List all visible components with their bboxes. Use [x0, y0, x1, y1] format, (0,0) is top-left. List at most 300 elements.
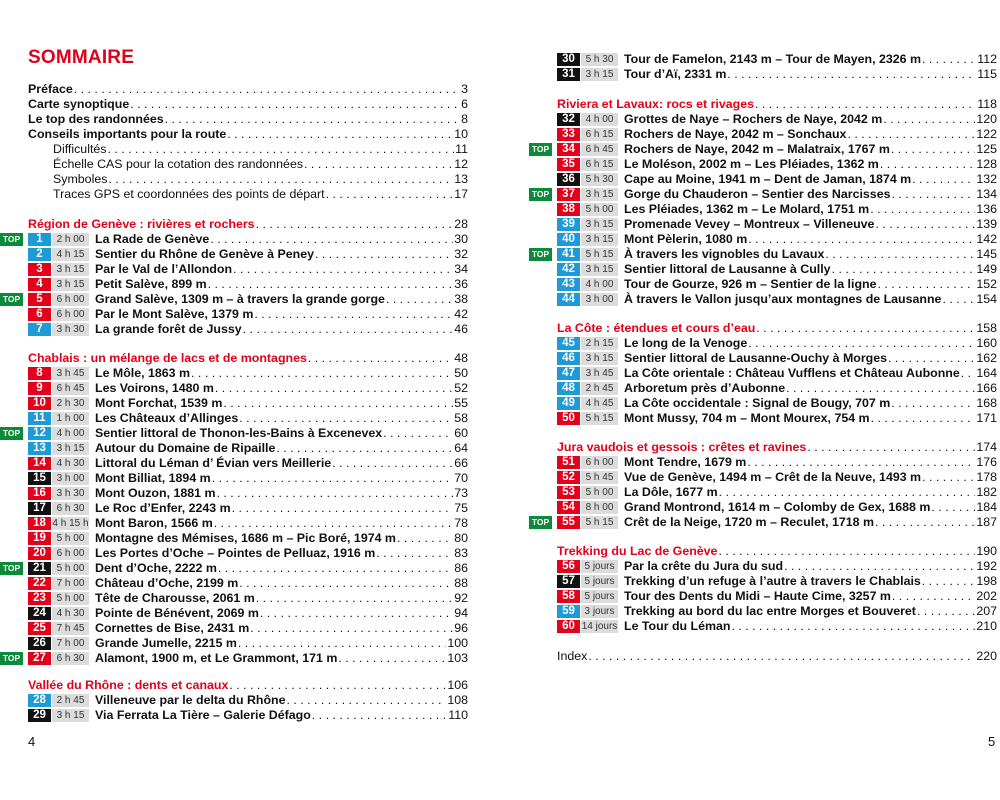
hike-entry[interactable] — [557, 574, 997, 589]
hike-page: 142 — [976, 232, 997, 246]
route-number-badge: 19 — [28, 532, 51, 545]
hike-page: 64 — [454, 441, 468, 455]
hike-title: Sentier littoral de Lausanne-Ouchy à Morges — [624, 351, 888, 365]
hike-entry[interactable] — [557, 157, 997, 172]
route-number-badge: 8 — [28, 367, 51, 380]
hike-entry[interactable] — [28, 277, 468, 292]
hike-title: Trekking au bord du lac entre Morges et Bouveret — [624, 604, 916, 618]
leader-dots — [165, 112, 460, 127]
hike-title: Mont Pèlerin, 1080 m — [624, 232, 748, 246]
hike-page: 176 — [976, 455, 997, 469]
index-entry[interactable] — [557, 649, 997, 664]
hike-entry[interactable] — [557, 262, 997, 277]
toc-entry[interactable] — [28, 142, 468, 157]
hike-page: 115 — [977, 67, 997, 81]
hike-entry[interactable] — [557, 202, 997, 217]
hike-entry[interactable] — [28, 381, 468, 396]
hike-title: Sentier littoral de Lausanne à Cully — [624, 262, 831, 276]
hike-page: 145 — [976, 247, 997, 261]
entry-page: 12 — [454, 157, 468, 171]
hike-page: 149 — [976, 262, 997, 276]
leader-dots — [891, 142, 975, 157]
hike-page: 86 — [454, 561, 468, 575]
hike-entry[interactable] — [2, 292, 468, 307]
leader-dots — [212, 471, 454, 486]
route-number-badge: 39 — [557, 218, 580, 231]
route-number-badge: 24 — [28, 607, 51, 620]
hike-entry[interactable] — [28, 471, 468, 486]
hike-page: 202 — [976, 589, 997, 603]
duration-badge: 5 h 15 — [581, 248, 618, 261]
toc-entry[interactable] — [28, 157, 468, 172]
leader-dots — [223, 396, 453, 411]
leader-dots — [912, 172, 975, 187]
duration-badge: 5 h 30 — [581, 53, 618, 66]
hike-title: Mont Tendre, 1679 m — [624, 455, 747, 469]
leader-dots — [888, 351, 975, 366]
duration-badge: 3 h 45 — [581, 367, 618, 380]
leader-dots — [312, 708, 447, 723]
hike-entry[interactable] — [557, 366, 997, 381]
hike-entry[interactable] — [28, 456, 468, 471]
route-number-badge: 5 — [28, 293, 51, 306]
route-number-badge: 22 — [28, 577, 51, 590]
toc-entry[interactable] — [28, 172, 468, 187]
hike-entry[interactable] — [557, 589, 997, 604]
entry-title: Conseils importants pour la route — [28, 127, 227, 141]
hike-entry[interactable] — [557, 277, 997, 292]
hike-page: 75 — [454, 501, 468, 515]
route-number-badge: 54 — [557, 501, 580, 514]
hike-entry[interactable] — [557, 67, 997, 82]
top-badge: TOP — [529, 188, 552, 201]
hike-entry[interactable] — [557, 217, 997, 232]
hike-page: 60 — [454, 426, 468, 440]
front-matter — [28, 82, 468, 202]
route-number-badge: 47 — [557, 367, 580, 380]
hike-title: Les Portes d’Oche – Pointes de Pelluaz, 1916 m — [95, 546, 376, 560]
route-number-badge: 2 — [28, 248, 51, 261]
route-number-badge: 30 — [557, 53, 580, 66]
duration-badge: 3 h 15 — [581, 218, 618, 231]
hike-entry[interactable] — [28, 693, 468, 708]
hike-title: Le Moléson, 2002 m – Les Pléiades, 1362 m — [624, 157, 879, 171]
hike-entry[interactable] — [557, 500, 997, 515]
hike-entry[interactable] — [557, 455, 997, 470]
leader-dots — [218, 561, 453, 576]
hike-entry[interactable] — [28, 262, 468, 277]
hike-entry[interactable] — [557, 112, 997, 127]
hike-title: Grand Salève, 1309 m – à travers la grande gorge — [95, 292, 385, 306]
route-number-badge: 60 — [557, 620, 580, 633]
leader-dots — [961, 366, 976, 381]
route-number-badge: 23 — [28, 592, 51, 605]
section-heading[interactable] — [28, 351, 468, 366]
route-number-badge: 1 — [28, 233, 51, 246]
leader-dots — [338, 651, 446, 666]
duration-badge: 6 h 00 — [581, 456, 618, 469]
entry-title: Le top des randonnées — [28, 112, 164, 126]
route-number-badge: 35 — [557, 158, 580, 171]
duration-badge: 4 h 15 h — [52, 518, 89, 529]
toc-entry[interactable] — [28, 82, 468, 97]
hike-entry[interactable] — [28, 576, 468, 591]
hike-page: 58 — [454, 411, 468, 425]
duration-badge: 5 h 00 — [52, 562, 89, 575]
hike-page: 108 — [447, 693, 468, 707]
duration-badge: 6 h 00 — [52, 547, 89, 560]
hike-page: 73 — [454, 486, 468, 500]
hike-title: Littoral du Léman d’ Évian vers Meillerie — [95, 456, 332, 470]
hike-entry[interactable] — [557, 470, 997, 485]
section-heading[interactable] — [557, 544, 997, 559]
hike-entry[interactable] — [28, 531, 468, 546]
leader-dots — [807, 440, 975, 455]
duration-badge: 3 h 15 — [52, 263, 89, 276]
leader-dots — [326, 187, 454, 202]
hike-entry[interactable] — [2, 426, 468, 441]
hike-title: Trekking d’un refuge à l’autre à travers le Chablais — [624, 574, 921, 588]
duration-badge: 3 h 45 — [52, 367, 89, 380]
top-badge: TOP — [0, 427, 23, 440]
hike-page: 30 — [454, 232, 468, 246]
duration-badge: 6 h 30 — [52, 652, 89, 665]
route-number-badge: 49 — [557, 397, 580, 410]
leader-dots — [130, 97, 460, 112]
hike-page: 46 — [454, 322, 468, 336]
hike-entry[interactable] — [557, 559, 997, 574]
leader-dots — [891, 396, 975, 411]
leader-dots — [304, 157, 453, 172]
hike-entry[interactable] — [557, 336, 997, 351]
duration-badge: 2 h 45 — [581, 382, 618, 395]
hike-entry[interactable] — [557, 396, 997, 411]
hike-title: Pointe de Bénévent, 2069 m — [95, 606, 259, 620]
entry-title: Préface — [28, 82, 73, 96]
right-page — [531, 0, 997, 800]
duration-badge: 5 jours — [581, 590, 618, 603]
hike-entry[interactable] — [557, 172, 997, 187]
hike-title: Le Môle, 1863 m — [95, 366, 191, 380]
section-heading[interactable] — [28, 678, 468, 693]
route-number-badge: 42 — [557, 263, 580, 276]
hike-entry[interactable] — [28, 322, 468, 337]
duration-badge: 4 h 30 — [52, 607, 89, 620]
route-number-badge: 37 — [557, 188, 580, 201]
hike-title: Grande Jumelle, 2215 m — [95, 636, 237, 650]
hike-entry[interactable] — [557, 52, 997, 67]
hike-entry[interactable] — [28, 501, 468, 516]
section-jura — [531, 440, 997, 530]
hike-entry[interactable] — [2, 561, 468, 576]
leader-dots — [250, 621, 453, 636]
top-badge: TOP — [529, 516, 552, 529]
route-number-badge: 59 — [557, 605, 580, 618]
hike-entry[interactable] — [28, 486, 468, 501]
section-la-cote — [557, 321, 997, 426]
hike-title: La Côte occidentale : Signal de Bougy, 707 m — [624, 396, 891, 410]
hike-page: 110 — [448, 708, 468, 722]
duration-badge: 3 h 15 — [52, 278, 89, 291]
route-number-badge: 10 — [28, 397, 51, 410]
entry-page: 3 — [461, 82, 468, 96]
hike-title: Autour du Domaine de Ripaille — [95, 441, 276, 455]
duration-badge: 2 h 45 — [52, 694, 89, 707]
hike-entry[interactable] — [28, 307, 468, 322]
hike-entry[interactable] — [28, 247, 468, 262]
hike-entry[interactable] — [28, 516, 468, 531]
route-number-badge: 3 — [28, 263, 51, 276]
index-entry-block — [557, 649, 997, 664]
leader-dots — [786, 381, 975, 396]
hike-entry[interactable] — [557, 485, 997, 500]
route-number-badge: 57 — [557, 575, 580, 588]
hike-page: 42 — [454, 307, 468, 321]
leader-dots — [332, 456, 453, 471]
hike-page: 198 — [976, 574, 997, 588]
duration-badge: 3 h 15 — [52, 442, 89, 455]
leader-dots — [871, 411, 976, 426]
section-vallee-rhone — [28, 678, 468, 723]
leader-dots — [376, 546, 453, 561]
duration-badge: 14 jours — [581, 621, 618, 632]
hike-title: Arboretum près d’Aubonne — [624, 381, 786, 395]
hike-page: 164 — [976, 366, 997, 380]
top-badge: TOP — [0, 293, 23, 306]
hike-entry[interactable] — [557, 232, 997, 247]
hike-title: Les Pléiades, 1362 m – Le Molard, 1751 m — [624, 202, 870, 216]
route-number-badge: 46 — [557, 352, 580, 365]
route-number-badge: 18 — [28, 517, 51, 530]
hike-title: Tour de Gourze, 926 m – Sentier de la ligne — [624, 277, 877, 291]
section-title: Riviera et Lavaux: rocs et rivages — [557, 97, 754, 111]
hike-entry[interactable] — [2, 651, 468, 666]
route-number-badge: 58 — [557, 590, 580, 603]
leader-dots — [756, 321, 975, 336]
duration-badge: 2 h 30 — [52, 397, 89, 410]
hike-page: 171 — [976, 411, 997, 425]
section-page: 174 — [976, 440, 997, 454]
leader-dots — [276, 441, 453, 456]
hike-page: 66 — [454, 456, 468, 470]
leader-dots — [825, 247, 975, 262]
hike-page: 70 — [454, 471, 468, 485]
leader-dots — [747, 455, 975, 470]
hike-page: 210 — [976, 619, 997, 633]
duration-badge: 1 h 00 — [52, 412, 89, 425]
route-number-badge: 48 — [557, 382, 580, 395]
entry-title: Traces GPS et coordonnées des points de départ — [53, 187, 325, 201]
hike-page: 122 — [976, 127, 997, 141]
hike-title: Alamont, 1900 m, et Le Grammont, 171 m — [95, 651, 338, 665]
hike-entry[interactable] — [531, 187, 997, 202]
entry-page: 11 — [455, 142, 468, 156]
hike-entry[interactable] — [557, 411, 997, 426]
hike-title: La Rade de Genève — [95, 232, 210, 246]
duration-badge: 3 h 30 — [52, 323, 89, 336]
entry-title: Carte synoptique — [28, 97, 130, 111]
leader-dots — [232, 501, 454, 516]
route-number-badge: 17 — [28, 502, 51, 515]
hike-entry[interactable] — [557, 127, 997, 142]
section-heading[interactable] — [557, 97, 997, 112]
route-number-badge: 51 — [557, 456, 580, 469]
leader-dots — [718, 544, 975, 559]
duration-badge: 3 h 15 — [52, 709, 89, 722]
route-number-badge: 15 — [28, 472, 51, 485]
duration-badge: 5 jours — [581, 560, 618, 573]
section-heading[interactable] — [28, 217, 468, 232]
hike-entry[interactable] — [28, 591, 468, 606]
toc-entry[interactable] — [28, 127, 468, 142]
leader-dots — [208, 277, 454, 292]
hike-title: Grand Montrond, 1614 m – Colomby de Gex, 1688 m — [624, 500, 931, 514]
duration-badge: 5 h 30 — [581, 173, 618, 186]
hike-entry[interactable] — [28, 606, 468, 621]
hike-title: Rochers de Naye, 2042 m – Sonchaux — [624, 127, 847, 141]
hike-title: Montagne des Mémises, 1686 m – Pic Boré, 1974 m — [95, 531, 396, 545]
hike-entry[interactable] — [557, 604, 997, 619]
leader-dots — [238, 636, 446, 651]
toc-entry[interactable] — [28, 112, 468, 127]
hike-entry[interactable] — [28, 621, 468, 636]
entry-page: 13 — [454, 172, 468, 186]
top-badge: TOP — [529, 143, 552, 156]
hike-title: Cornettes de Bise, 2431 m — [95, 621, 250, 635]
hike-page: 80 — [454, 531, 468, 545]
hike-title: Gorge du Chauderon – Sentier des Narcisses — [624, 187, 891, 201]
entry-title: Difficultés — [53, 142, 107, 156]
leader-dots — [755, 97, 976, 112]
duration-badge: 3 h 15 — [581, 352, 618, 365]
leader-dots — [239, 576, 453, 591]
hike-title: Rochers de Naye, 2042 m – Malatraix, 1767 m — [624, 142, 890, 156]
hike-page: 162 — [976, 351, 997, 365]
toc-entry[interactable] — [28, 187, 468, 202]
route-number-badge: 36 — [557, 173, 580, 186]
hike-page: 136 — [976, 202, 997, 216]
hike-title: La grande forêt de Jussy — [95, 322, 242, 336]
hike-page: 128 — [976, 157, 997, 171]
hike-entry[interactable] — [531, 142, 997, 157]
hike-entry[interactable] — [2, 232, 468, 247]
route-number-badge: 13 — [28, 442, 51, 455]
hike-entry[interactable] — [531, 247, 997, 262]
route-number-badge: 26 — [28, 637, 51, 650]
hike-title: Cape au Moine, 1941 m – Dent de Jaman, 1874 m — [624, 172, 912, 186]
route-number-badge: 33 — [557, 128, 580, 141]
leader-dots — [748, 336, 975, 351]
hike-entry[interactable] — [557, 619, 997, 634]
duration-badge: 6 h 15 — [581, 158, 618, 171]
hike-title: Tour des Dents du Midi – Haute Cime, 3257 m — [624, 589, 891, 603]
hike-title: Petit Salève, 899 m — [95, 277, 207, 291]
hike-page: 38 — [454, 292, 468, 306]
hike-title: Par le Val de l’Allondon — [95, 262, 233, 276]
leader-dots — [191, 366, 453, 381]
leader-dots — [239, 411, 453, 426]
duration-badge: 5 h 15 — [581, 516, 618, 529]
leader-dots — [256, 217, 454, 232]
hike-entry[interactable] — [28, 396, 468, 411]
hike-entry[interactable] — [28, 708, 468, 723]
route-number-badge: 56 — [557, 560, 580, 573]
hike-entry[interactable] — [28, 636, 468, 651]
hike-title: Promenade Vevey – Montreux – Villeneuve — [624, 217, 875, 231]
hike-entry[interactable] — [28, 411, 468, 426]
hike-title: Par le Mont Salève, 1379 m — [95, 307, 254, 321]
route-number-badge: 11 — [28, 412, 51, 425]
hike-title: Le Roc d’Enfer, 2243 m — [95, 501, 231, 515]
hike-title: Par la crête du Jura du sud — [624, 559, 784, 573]
hike-page: 178 — [976, 470, 997, 484]
hike-title: Vue de Genève, 1494 m – Crêt de la Neuve, 1493 m — [624, 470, 922, 484]
section-heading[interactable] — [557, 440, 997, 455]
hike-entry[interactable] — [557, 292, 997, 307]
route-number-badge: 31 — [557, 68, 580, 81]
hike-entry[interactable] — [531, 515, 997, 530]
route-number-badge: 9 — [28, 382, 51, 395]
hike-page: 96 — [454, 621, 468, 635]
duration-badge: 5 h 15 — [581, 412, 618, 425]
hike-page: 52 — [454, 381, 468, 395]
duration-badge: 7 h 00 — [52, 637, 89, 650]
route-number-badge: 16 — [28, 487, 51, 500]
hike-entry[interactable] — [557, 351, 997, 366]
hike-entry[interactable] — [28, 366, 468, 381]
hike-page: 139 — [976, 217, 997, 231]
hike-page: 50 — [454, 366, 468, 380]
hike-page: 112 — [977, 52, 997, 66]
section-title: Chablais : un mélange de lacs et de montagnes — [28, 351, 307, 365]
leader-dots — [74, 82, 460, 97]
hike-title: Mont Mussy, 704 m – Mont Mourex, 754 m — [624, 411, 870, 425]
hike-entry[interactable] — [28, 546, 468, 561]
top-badge: TOP — [529, 248, 552, 261]
route-number-badge: 40 — [557, 233, 580, 246]
hike-entry[interactable] — [28, 441, 468, 456]
duration-badge: 5 jours — [581, 575, 618, 588]
hike-title: Mont Ouzon, 1881 m — [95, 486, 216, 500]
entry-page: 10 — [454, 127, 468, 141]
route-number-badge: 53 — [557, 486, 580, 499]
top-badge: TOP — [0, 233, 23, 246]
leader-dots — [383, 426, 453, 441]
hike-title: Via Ferrata La Tière – Galerie Défago — [95, 708, 311, 722]
hike-page: 184 — [976, 500, 997, 514]
toc-entry[interactable] — [28, 97, 468, 112]
duration-badge: 6 h 00 — [52, 293, 89, 306]
route-number-badge: 41 — [557, 248, 580, 261]
duration-badge: 3 h 15 — [581, 188, 618, 201]
section-page: 106 — [447, 678, 468, 692]
section-page: 28 — [454, 217, 468, 231]
hike-title: Tour de Famelon, 2143 m – Tour de Mayen, 2326 m — [624, 52, 922, 66]
hike-title: Tour d’Aï, 2331 m — [624, 67, 727, 81]
hike-title: La Côte orientale : Château Vufflens et Château Aubonne — [624, 366, 960, 380]
hike-entry[interactable] — [557, 381, 997, 396]
leader-dots — [386, 292, 453, 307]
duration-badge: 5 h 45 — [581, 471, 618, 484]
leader-dots — [107, 142, 454, 157]
hike-title: Sentier littoral de Thonon-les-Bains à Excenevex — [95, 426, 383, 440]
section-heading[interactable] — [557, 321, 997, 336]
leader-dots — [922, 574, 976, 589]
entry-page: 17 — [454, 187, 468, 201]
duration-badge: 6 h 45 — [581, 143, 618, 156]
index-page: 220 — [976, 649, 997, 663]
route-number-badge: 7 — [28, 323, 51, 336]
